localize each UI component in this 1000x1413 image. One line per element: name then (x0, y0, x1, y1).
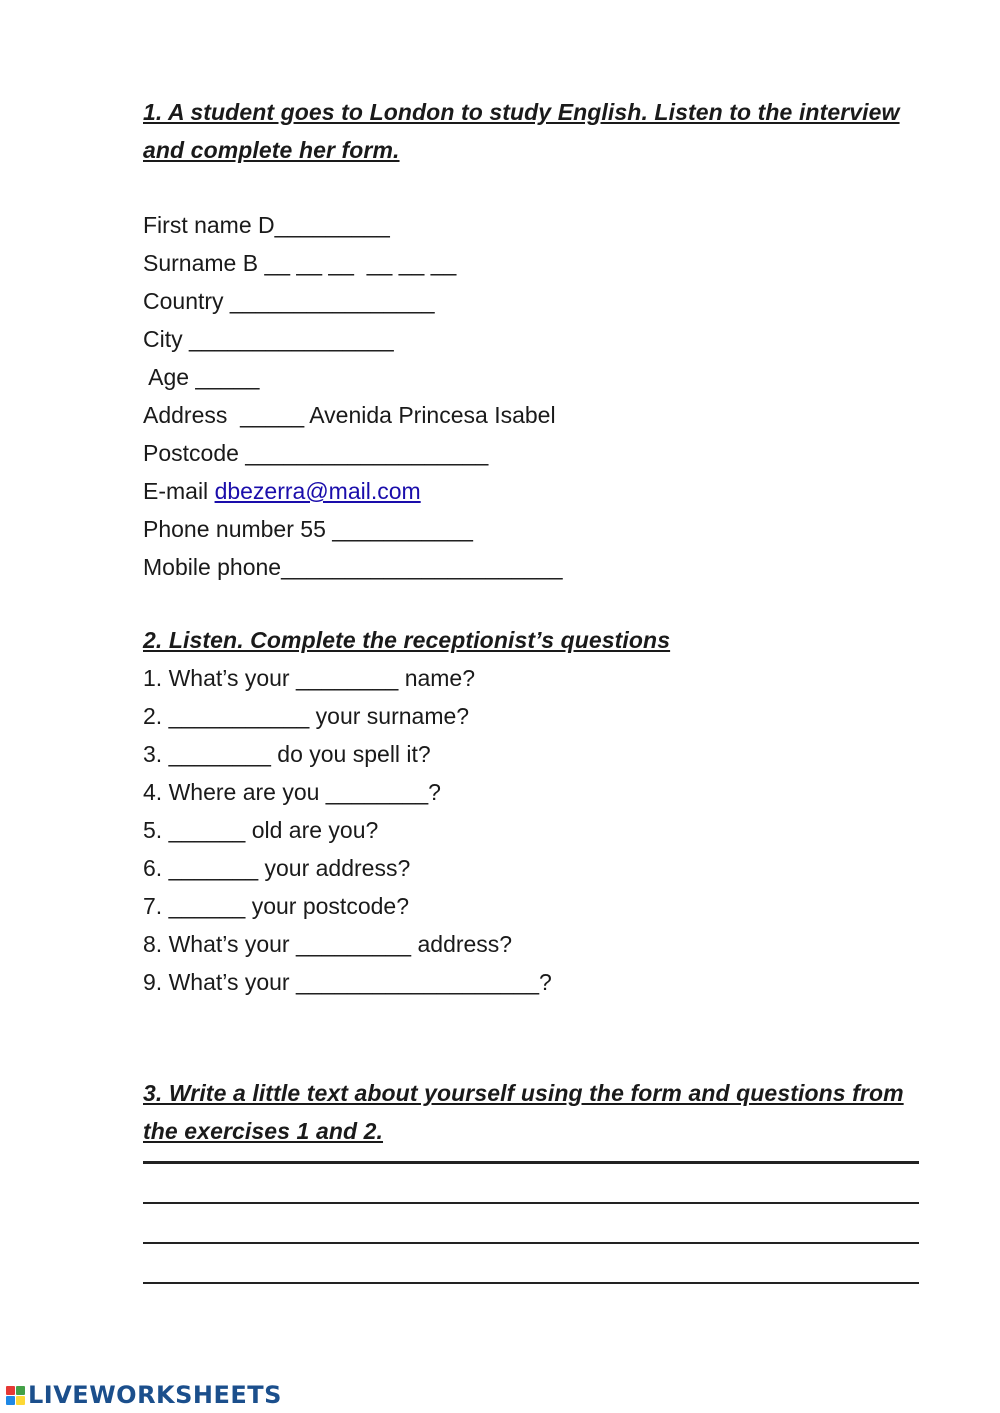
field-postcode: Postcode ___________________ (143, 440, 489, 466)
field-surname: Surname B __ __ __ __ __ __ (143, 250, 457, 276)
writing-line (143, 1241, 919, 1244)
logo-text: LIVEWORKSHEETS (28, 1381, 282, 1409)
section-2-title: 2. Listen. Complete the receptionist’s questions (143, 627, 671, 653)
field-address: Address _____ Avenida Princesa Isabel (143, 402, 556, 428)
field-first-name: First name D_________ (143, 212, 390, 238)
field-email (143, 472, 563, 510)
question-item: 3. ________ do you spell it? (143, 741, 431, 767)
writing-line (143, 1281, 919, 1284)
writing-line (143, 1201, 919, 1204)
section-1-title: 1. A student goes to London to study English. Listen to the interview and complete her form. (143, 99, 900, 163)
field-city: City ________________ (143, 326, 394, 352)
question-item: 6. _______ your address? (143, 855, 411, 881)
question-list (143, 659, 552, 1001)
writing-line (143, 1160, 919, 1164)
email-label: E-mail (143, 478, 215, 504)
question-item: 2. ___________ your surname? (143, 703, 470, 729)
student-form (143, 206, 563, 586)
question-item: 9. What’s your ___________________? (143, 969, 552, 995)
field-mobile-phone: Mobile phone______________________ (143, 554, 563, 580)
section-3-title: 3. Write a little text about yourself using the form and questions from the exercises 1 and 2. (143, 1080, 904, 1144)
question-item: 8. What’s your _________ address? (143, 931, 513, 957)
writing-area (143, 1160, 919, 1321)
field-country: Country ________________ (143, 288, 435, 314)
email-link[interactable]: dbezerra@mail.com (214, 478, 421, 504)
field-age: Age _____ (143, 364, 260, 390)
question-item: 5. ______ old are you? (143, 817, 379, 843)
liveworksheets-logo (6, 1380, 282, 1410)
field-phone-number: Phone number 55 ___________ (143, 516, 473, 542)
logo-icon (6, 1386, 25, 1405)
question-item: 4. Where are you ________? (143, 779, 441, 805)
question-item: 1. What’s your ________ name? (143, 665, 476, 691)
question-item: 7. ______ your postcode? (143, 893, 409, 919)
